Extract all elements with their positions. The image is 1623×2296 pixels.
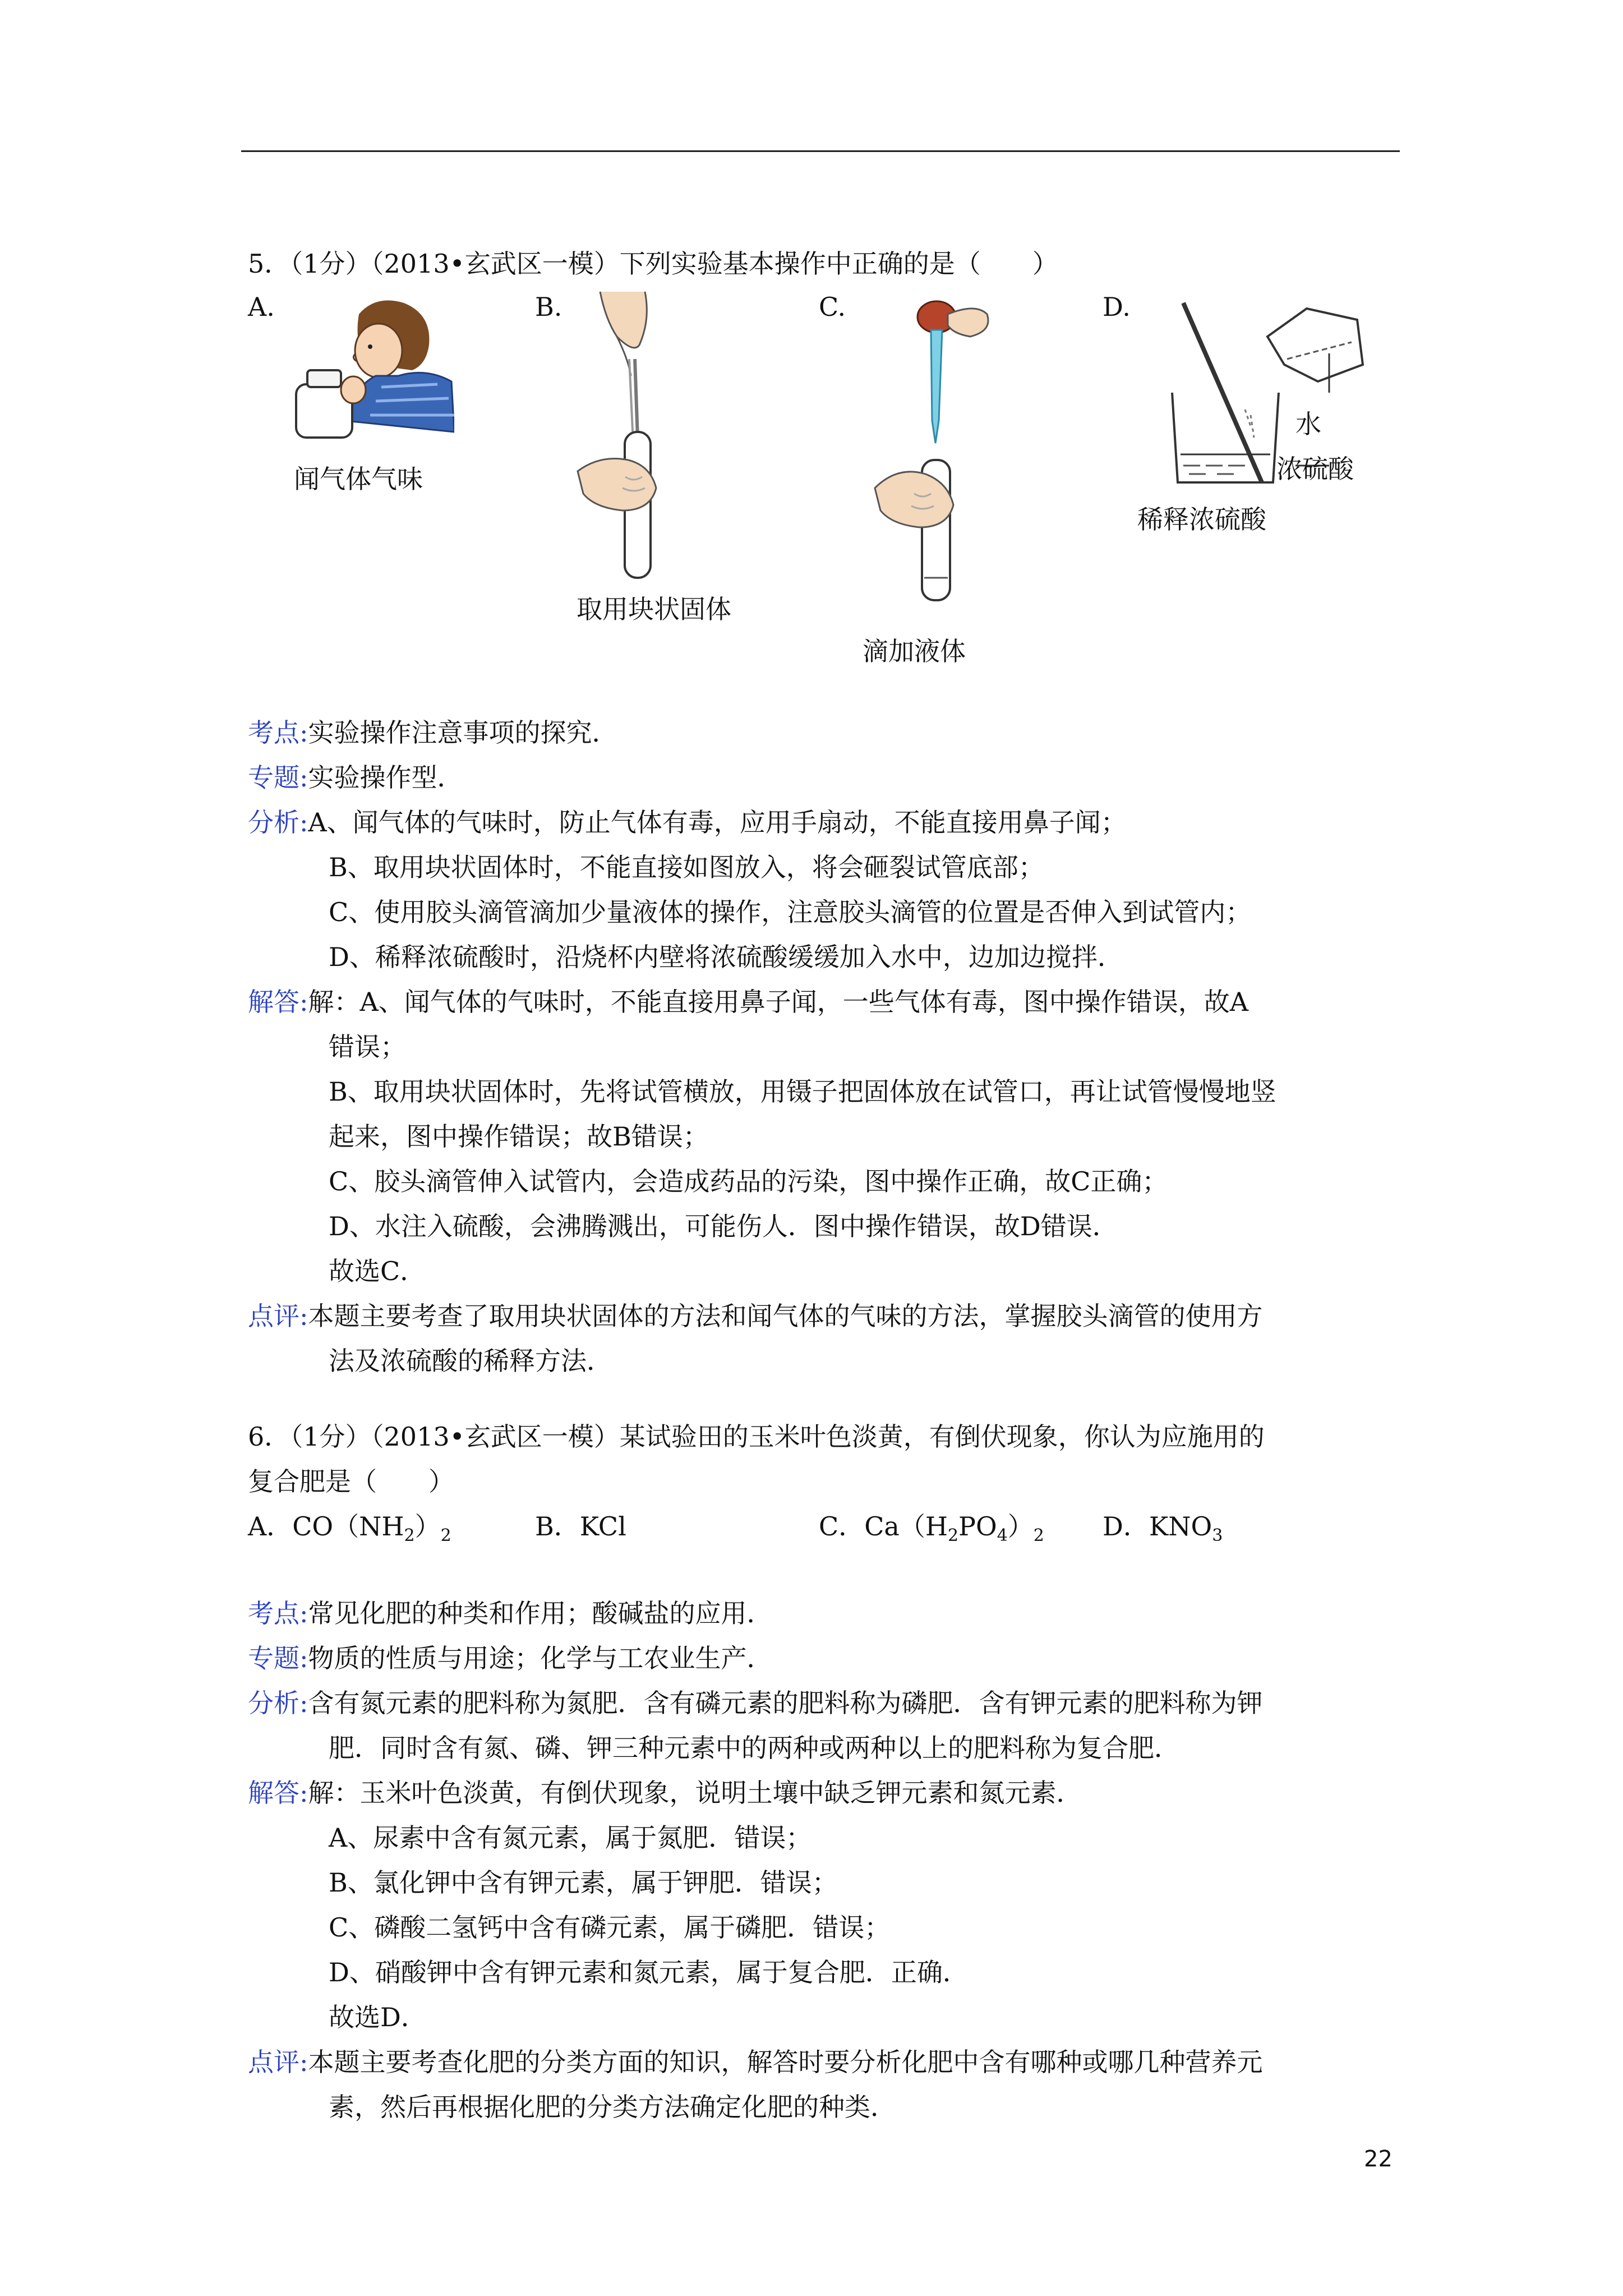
- zhuanti-text: 物质的性质与用途；化学与工农业生产．: [308, 1643, 773, 1673]
- q5-option-d-letter: D.: [1103, 292, 1131, 322]
- dropper-figure: [864, 297, 1004, 611]
- smelling-gas-figure: [292, 292, 454, 443]
- fenxi-line: D、稀释浓硫酸时，沿烧杯内壁将浓硫酸缓缓加入水中，边加边搅拌．: [329, 942, 1123, 972]
- subscript: 3: [1212, 1526, 1223, 1545]
- jieda-line: D、水注入硫酸，会沸腾溅出，可能伤人．图中操作错误，故D错误．: [329, 1211, 1118, 1241]
- q6-stem-line-1: 6．（1分）（2013•玄武区一模）某试验田的玉米叶色淡黄，有倒伏现象，你认为应施用的: [248, 1421, 1265, 1452]
- subscript: 4: [997, 1526, 1008, 1545]
- q6-option-b: B．KCl: [535, 1511, 626, 1542]
- q6-option-c-text: C．Ca（H: [819, 1511, 948, 1542]
- q6-fenxi-row: [248, 1683, 1263, 1720]
- jieda-line: D、硝酸钾中含有钾元素和氮元素，属于复合肥．正确．: [329, 1957, 969, 1987]
- dianping-label: 点评:: [248, 1301, 308, 1331]
- kaodian-label: 考点:: [248, 717, 308, 748]
- test-tube-solid-figure: [566, 286, 695, 589]
- jieda-line: 错误；: [329, 1032, 406, 1062]
- kaodian-text: 常见化肥的种类和作用；酸碱盐的应用．: [308, 1598, 773, 1628]
- subscript: 2: [947, 1526, 959, 1545]
- q6-option-a-text: ）: [414, 1511, 441, 1542]
- q6-dianping-row: [248, 2042, 1263, 2079]
- jieda-line: C、磷酸二氢钙中含有磷元素，属于磷肥．错误；: [329, 1912, 891, 1943]
- jieda-line: A、尿素中含有氮元素，属于氮肥．错误；: [329, 1823, 812, 1853]
- dianping-line: 法及浓硫酸的稀释方法．: [329, 1346, 612, 1376]
- q6-jieda-row: [248, 1773, 1082, 1810]
- jieda-line: B、氯化钾中含有钾元素，属于钾肥．错误；: [329, 1867, 838, 1898]
- kaodian-text: 实验操作注意事项的探究．: [308, 717, 618, 748]
- q5-option-c-caption: 滴加液体: [863, 636, 966, 666]
- q5-jieda-row: [248, 982, 1248, 1019]
- q5-stem: 5．（1分）（2013•玄武区一模）下列实验基本操作中正确的是（ ）: [248, 249, 1058, 279]
- zhuanti-label: 专题:: [248, 762, 308, 793]
- q5-option-d-water-label: 水: [1295, 409, 1321, 439]
- q5-option-a-letter: A.: [248, 292, 275, 322]
- q5-option-b-caption: 取用块状固体: [577, 594, 731, 624]
- jieda-line: C、胶头滴管伸入试管内，会造成药品的污染，图中操作正确，故C正确；: [329, 1166, 1168, 1197]
- kaodian-label: 考点:: [248, 1598, 308, 1628]
- jieda-line: 故选D．: [329, 2002, 427, 2032]
- fenxi-label: 分析:: [248, 1688, 308, 1718]
- q5-option-a-caption: 闻气体气味: [294, 464, 423, 494]
- zhuanti-label: 专题:: [248, 1643, 308, 1673]
- jieda-line: 起来，图中操作错误；故B错误；: [329, 1121, 709, 1152]
- q5-option-c-letter: C.: [819, 292, 846, 322]
- q6-zhuanti-row: [248, 1638, 773, 1675]
- q5-dianping-row: [248, 1296, 1263, 1333]
- dianping-line: 本题主要考查了取用块状固体的方法和闻气体的气味的方法，掌握胶头滴管的使用方: [308, 1301, 1263, 1331]
- q5-option-d-caption: 稀释浓硫酸: [1137, 504, 1266, 535]
- q5-kaodian-row: [248, 712, 618, 749]
- jieda-line: 故选C．: [329, 1256, 426, 1286]
- q5-option-d-acid-label: 浓硫酸: [1276, 454, 1354, 484]
- q6-kaodian-row: [248, 1593, 773, 1630]
- dianping-line: 本题主要考查化肥的分类方面的知识，解答时要分析化肥中含有哪种或哪几种营养元: [308, 2047, 1263, 2077]
- fenxi-line: 含有氮元素的肥料称为氮肥．含有磷元素的肥料称为磷肥．含有钾元素的肥料称为钾: [308, 1688, 1263, 1718]
- q5-zhuanti-row: [248, 757, 463, 794]
- jieda-line: 解：玉米叶色淡黄，有倒伏现象，说明土壤中缺乏钾元素和氮元素．: [308, 1778, 1082, 1808]
- page-number: 22: [1364, 2146, 1393, 2172]
- q6-stem-line-2: 复合肥是（ ）: [248, 1466, 454, 1497]
- fenxi-line: C、使用胶头滴管滴加少量液体的操作，注意胶头滴管的位置是否伸入到试管内；: [329, 897, 1252, 927]
- header-rule: [241, 150, 1400, 152]
- q6-option-a-text: A．CO（NH: [248, 1511, 404, 1542]
- q6-option-a: [248, 1506, 451, 1545]
- q6-option-c-text: ）: [1007, 1511, 1034, 1542]
- zhuanti-text: 实验操作型．: [308, 762, 463, 793]
- fenxi-line: A、闻气体的气味时，防止气体有毒，应用手扇动，不能直接用鼻子闻；: [308, 807, 1127, 838]
- fenxi-label: 分析:: [248, 807, 308, 838]
- jieda-label: 解答:: [248, 987, 308, 1017]
- jieda-line: 解：A、闻气体的气味时，不能直接用鼻子闻，一些气体有毒，图中操作错误，故A: [308, 987, 1248, 1017]
- dianping-line: 素，然后再根据化肥的分类方法确定化肥的种类．: [329, 2092, 896, 2122]
- fenxi-line: 肥．同时含有氮、磷、钾三种元素中的两种或两种以上的肥料称为复合肥．: [329, 1733, 1180, 1763]
- q6-option-c-text: PO: [958, 1511, 997, 1542]
- jieda-line: B、取用块状固体时，先将试管横放，用镊子把固体放在试管口，再让试管慢慢地竖: [329, 1076, 1276, 1107]
- dianping-label: 点评:: [248, 2047, 308, 2077]
- q5-fenxi-row: [248, 802, 1127, 839]
- q5-option-b-letter: B.: [535, 292, 562, 322]
- jieda-label: 解答:: [248, 1778, 308, 1808]
- subscript: 2: [440, 1526, 451, 1545]
- q6-option-d-text: D．KNO: [1103, 1511, 1212, 1542]
- subscript: 2: [1033, 1526, 1044, 1545]
- q6-option-d: [1103, 1506, 1223, 1545]
- q6-option-c: [819, 1506, 1044, 1545]
- subscript: 2: [404, 1526, 415, 1545]
- fenxi-line: B、取用块状固体时，不能直接如图放入，将会砸裂试管底部；: [329, 852, 1044, 882]
